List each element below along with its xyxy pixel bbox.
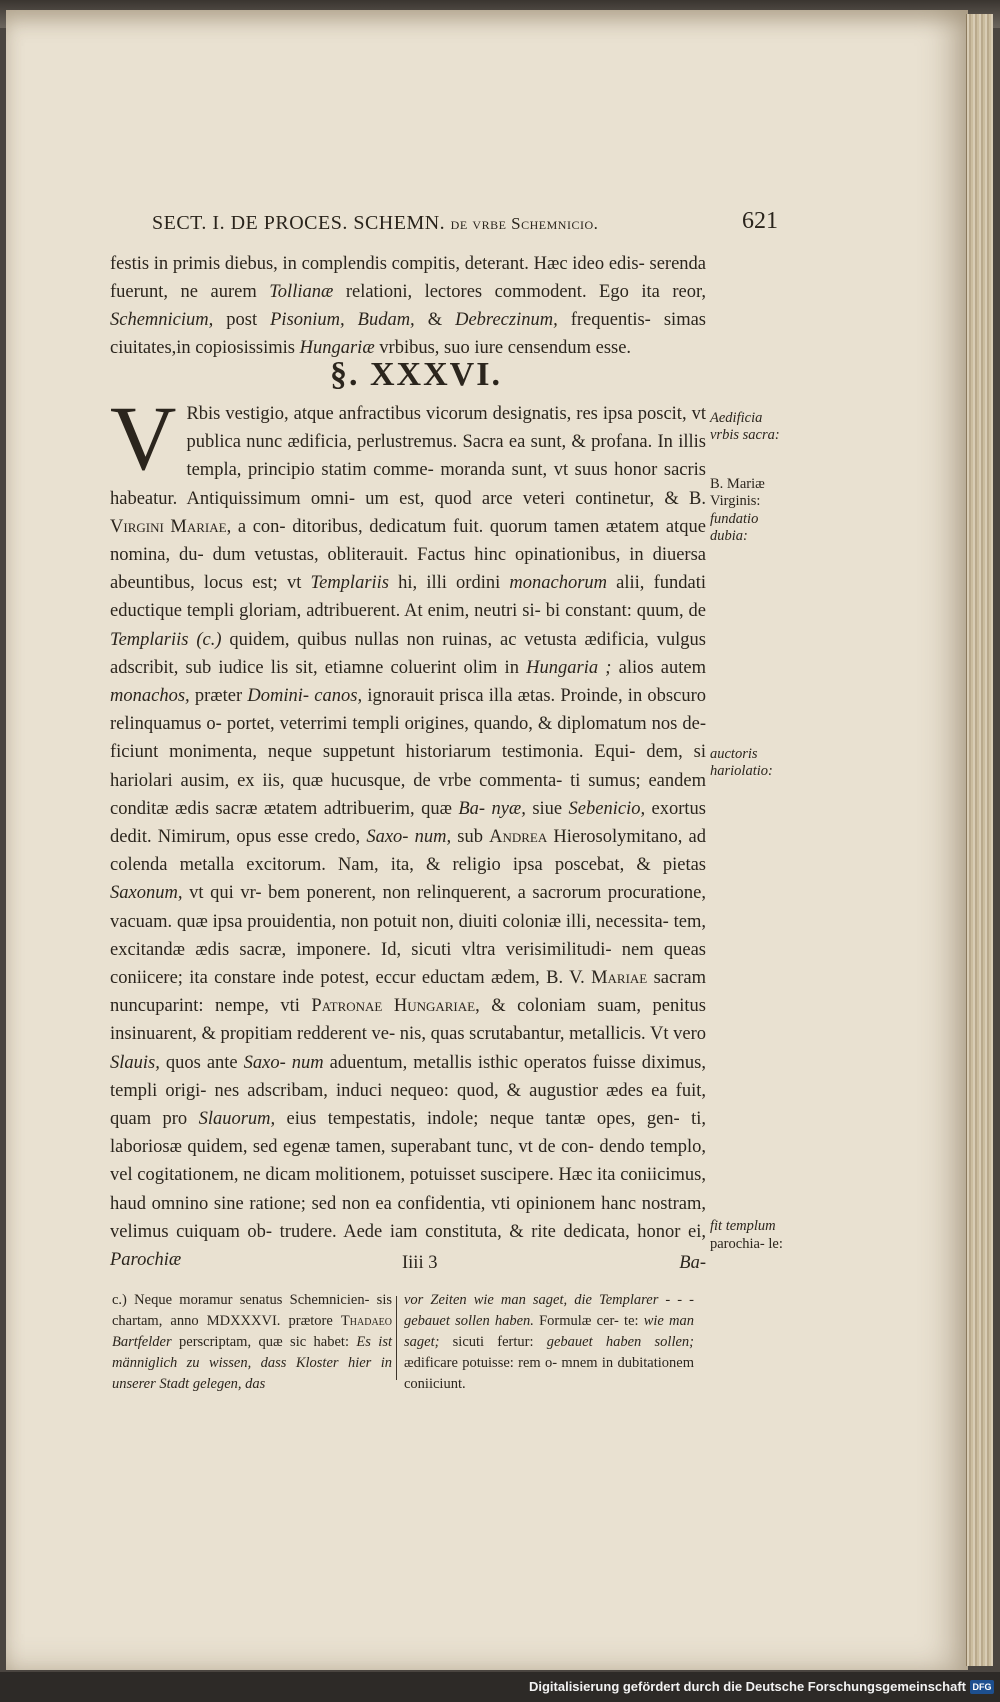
digitization-credit: Digitalisierung gefördert durch die Deutsche Forschungsgemeinschaft — [528, 1679, 966, 1694]
footnote-right-column — [404, 1290, 694, 1395]
italic-term: Ba- nyæ, — [458, 798, 526, 819]
margin-note-parochiale: parochia- le: — [710, 1236, 783, 1252]
running-head-subtitle: de vrbe Schemnicio. — [450, 214, 599, 233]
margin-note-fundatio: fundatio dubia: — [710, 511, 759, 544]
text-run: alios autem — [611, 657, 706, 678]
text-run: Hierosolymitano, ad colenda metalla excitorum. Nam, ita, & religio ipsa poscebat, & pietas — [110, 827, 706, 876]
page-edge — [966, 14, 993, 1666]
text-run: quos ante — [159, 1052, 244, 1073]
italic-term: monachos, — [110, 686, 190, 707]
italic-term: Templariis (c.) — [110, 629, 222, 650]
margin-note-mariae: B. Mariæ Virginis: — [710, 476, 765, 509]
italic-term: Debreczinum, — [455, 310, 558, 330]
text-run: exortus dedit. Nimirum, opus esse credo, — [110, 798, 706, 848]
text-run: præter — [189, 686, 248, 707]
german-quote: gebauet haben sollen; — [546, 1334, 694, 1350]
drop-cap: V — [110, 387, 177, 489]
footnote-left-column — [112, 1290, 392, 1395]
italic-term: Parochiæ — [110, 1250, 182, 1271]
italic-term: Templariis — [310, 573, 389, 594]
text-run: ignorauit prisca illa ætas. Proinde, in obscuro relinquamus o- portet, veterrimi templi origines, quando, & diplomatum nos de- ficiunt monimenta, neque suppetunt historiarum testimonia. Equi- dem, si hariolari ausim, ex iis, quæ hucusque, de vrbe commenta- ti sumus; eandem conditæ ædis sacræ ætatem adtribuerim, quæ — [110, 686, 707, 819]
italic-term: Domini- canos, — [247, 686, 363, 707]
text-run: frequentis- simas ciuitates,in copiosissimis — [110, 310, 706, 358]
text-run: Formulæ cer- te: — [533, 1313, 644, 1329]
margin-note-hariolatio: auctoris hariolatio: — [710, 746, 773, 779]
italic-term: Tollianæ — [269, 282, 334, 302]
italic-term: monachorum — [509, 573, 608, 594]
small-caps-term: Thadaeo — [340, 1313, 392, 1329]
text-run: festis in primis diebus, in complendis compitis, deterant. Hæc ideo edis- serenda fuerunt, ne aurem — [110, 254, 706, 302]
italic-term: Saxo- num, — [366, 827, 452, 848]
running-head — [152, 212, 782, 235]
text-run: sub — [451, 827, 490, 848]
text-run: Rbis vestigio, atque anfractibus vicorum designatis, res ipsa poscit, vt publica nunc ædificia, perlustremus. Sacra ea sunt, & profana. In illis templa, principio statim comme- moranda sunt, vt suus honor sacris habeatur. Antiquissimum omni- um est, quod arce veteri continetur, & B. — [110, 404, 706, 509]
running-head-section: SECT. I. DE PROCES. SCHEMN. — [152, 212, 446, 234]
main-body-text — [110, 387, 707, 1274]
text-run: alii, fundati eductique templi gloriam, adtribuerent. At enim, neutri si- bi constant: quum, de — [110, 573, 706, 622]
text-run: sicuti fertur: — [439, 1334, 547, 1350]
small-caps-term: Patronae Hungariae, — [311, 996, 480, 1017]
italic-term: Sebenicio, — [568, 798, 646, 819]
text-run: quidem, quibus nullas non ruinas, ac vetusta ædificia, vulgus adscribit, sub iudice lis sit, etiamne coluerint olim in — [110, 629, 706, 678]
text-run: relationi, lectores commodent. Ego ita reor, — [333, 282, 707, 302]
text-run: hi, illi ordini — [389, 573, 510, 594]
german-quote: Es ist männiglich zu wissen, dass Kloster hier in unserer Stadt gelegen, das — [112, 1334, 392, 1392]
text-run: , a con- ditoribus, dedicatum fuit. quorum tamen ætatem atque nomina, du- dum vetustas, obliterauit. Factus hinc opinationibus, in diuersa abeuntibus, locus est; vt — [110, 516, 706, 594]
italic-term: Schemnicium, — [110, 310, 214, 330]
text-run: perscriptam, quæ sic habet: — [171, 1334, 357, 1350]
text-run: ædificare potuisse: rem o- mnem in dubitationem coniiciunt. — [404, 1355, 694, 1392]
german-quote: vor Zeiten wie man saget, die Templarer - - - gebauet sollen haben. — [404, 1292, 694, 1329]
small-caps-term: Mariae — [591, 968, 648, 989]
italic-term: Slauis, — [110, 1052, 160, 1073]
text-run: vrbibus, suo iure censendum esse. — [374, 338, 632, 358]
text-run: c.) Neque moramur senatus Schemnicien- sis chartam, anno MDXXXVI. prætore — [112, 1292, 392, 1329]
text-run: vt qui vr- bem ponerent, non relinquerent, a sacrorum procuratione, vacuam. quæ ipsa prouidentia, non potuit non, diuiti coloniæ illi, necessita- tem, excitandæ ædis sacræ, imponere. Id, sicuti vltra verisimilitudi- nem queas coniicere; ita constare inde potest, eccur eductam ædem, B. V. — [110, 883, 706, 989]
text-run: post — [213, 310, 271, 330]
text-run: & coloniam suam, penitus insinuarent, & propitiam redderent ve- nis, quas scrutabantur, metallicis. Vt vero — [110, 996, 706, 1045]
text-run: eius tempestatis, indole; neque tantæ opes, gen- ti, laboriosæ quidem, sed egenæ tamen, superabant tunc, vt de con- dendo templo, vel cogitationem, ne dicam molitionem, potuisset suscipere. Hæc ita coniicimus, haud omnino sine ratione; sed non ea confidentia, vti opinionem hanc nostram, velimus cuiquam ob- trudere. Aede iam constituta, & rite dedicata, honor ei, — [110, 1109, 706, 1242]
italic-term: Bartfelder — [112, 1334, 172, 1350]
small-caps-term: Virgini Mariae — [110, 516, 227, 537]
italic-term: Slauorum, — [198, 1109, 276, 1130]
italic-term: Hungaria ; — [526, 657, 612, 678]
footnote-column-rule — [396, 1296, 397, 1380]
text-run: aduentum, metallis isthic operatos fuisse diximus, templi origi- nes adscribam, induci nequeo: quod, & augustior ædes ea fuit, quam pro — [110, 1052, 707, 1130]
margin-note-sacred-buildings: Aedificia vrbis sacra: — [710, 410, 780, 443]
dfg-logo: DFG — [970, 1680, 994, 1694]
italic-term: Hungariæ — [299, 338, 375, 358]
italic-term: Pisonium, Budam, — [270, 310, 415, 330]
small-caps-term: Andrea — [489, 827, 548, 848]
page-number: 621 — [742, 208, 778, 234]
section-heading: §. XXXVI. — [330, 356, 502, 393]
italic-term: Saxo- num — [243, 1052, 324, 1073]
intro-paragraph — [110, 250, 706, 362]
catchword: Ba- — [679, 1253, 706, 1273]
text-run: & — [414, 310, 456, 330]
italic-term: Saxonum, — [110, 883, 183, 904]
text-run: siue — [525, 798, 569, 819]
signature-mark: Iiii 3 — [402, 1253, 438, 1273]
german-quote: wie man saget; — [404, 1313, 694, 1350]
text-run: sacram nuncuparint: nempe, vti — [110, 968, 706, 1017]
margin-note-templum: fit templum — [710, 1218, 776, 1234]
